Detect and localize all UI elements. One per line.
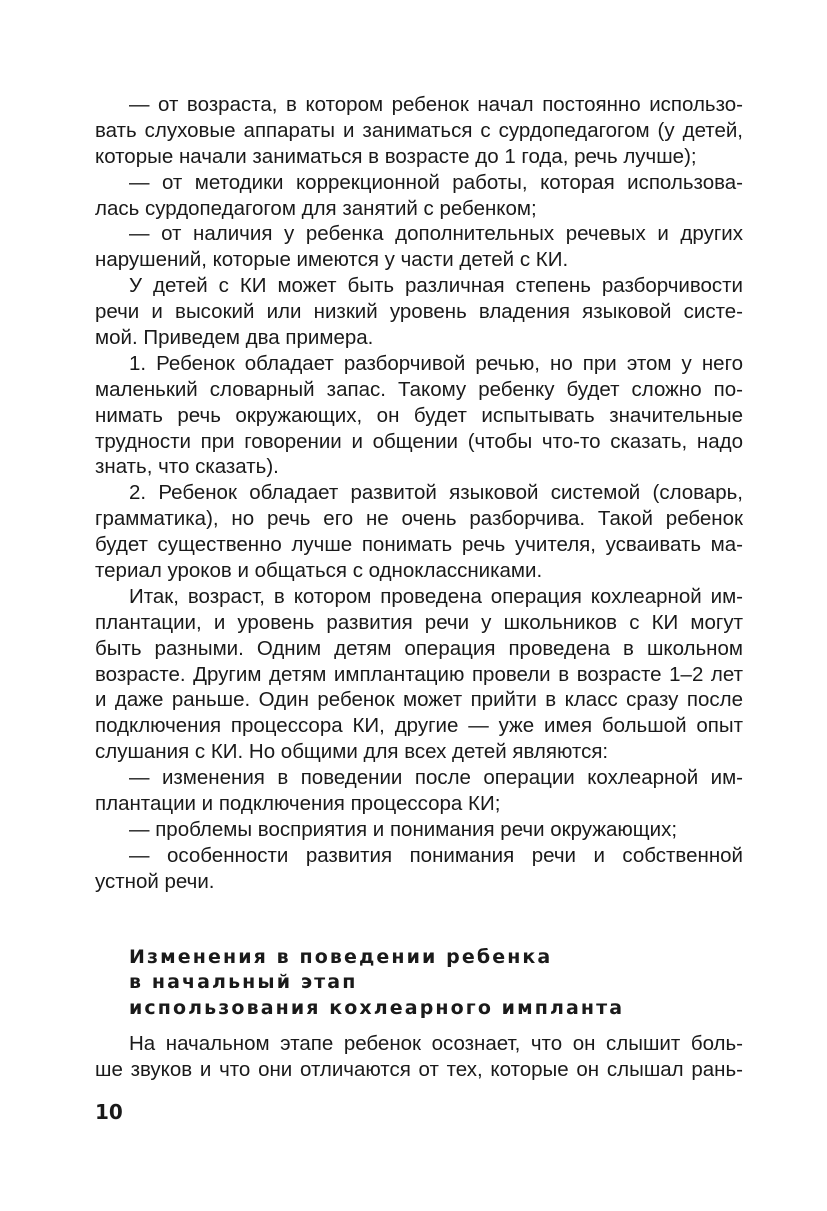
- text-line: ше звуков и что они отличаются от тех, которые он слышал рань-: [95, 1058, 743, 1081]
- text-line: трудности при говорении и общении (чтобы что-то сказать, надо: [95, 429, 743, 453]
- text-line: и даже раньше. Один ребенок может прийти в класс сразу после: [95, 688, 743, 712]
- text-line: подключения процессора КИ, другие — уже имея большой опыт: [95, 714, 743, 738]
- text-line: — от наличия у ребенка дополнительных речевых и других: [129, 222, 743, 246]
- text-line: которые начали заниматься в возрасте до 1 года, речь лучше);: [95, 144, 697, 168]
- section-heading-line: Изменения в поведении ребенка: [129, 945, 553, 968]
- text-line: плантации, и уровень развития речи у школьников с КИ могут: [95, 610, 743, 634]
- page-body: [95, 92, 743, 1083]
- text-line: У детей с КИ может быть различная степень разборчивости: [129, 274, 743, 298]
- page-number: 10: [95, 1100, 123, 1124]
- text-line: вать слуховые аппараты и заниматься с сурдопедагогом (у детей,: [95, 118, 743, 142]
- section-heading: [95, 945, 743, 1022]
- text-line: возрасте. Другим детям имплантацию провели в возрасте 1–2 лет: [95, 662, 743, 686]
- text-line: 2. Ребенок обладает развитой языковой системой (словарь,: [129, 481, 743, 505]
- text-line: териал уроков и общаться с одноклассниками.: [95, 559, 543, 583]
- section-heading-line: использования кохлеарного импланта: [129, 996, 625, 1019]
- text-line: — изменения в поведении после операции кохлеарной им-: [129, 766, 743, 790]
- text-line: На начальном этапе ребенок осознает, что он слышит боль-: [129, 1032, 743, 1056]
- text-line: мой. Приведем два примера.: [95, 326, 374, 350]
- text-line: быть разными. Одним детям операция проведена в школьном: [95, 636, 743, 660]
- text-line: знать, что сказать).: [95, 455, 279, 479]
- text-line: — от методики коррекционной работы, которая использова-: [129, 170, 743, 194]
- text-line: будет существенно лучше понимать речь учителя, усваивать ма-: [95, 533, 743, 557]
- text-line: Итак, возраст, в котором проведена операция кохлеарной им-: [129, 584, 743, 608]
- text-line: устной речи.: [95, 869, 215, 893]
- text-line: — особенности развития понимания речи и собственной: [129, 843, 743, 867]
- text-line: грамматика), но речь его не очень разборчива. Такой ребенок: [95, 507, 743, 531]
- text-line: 1. Ребенок обладает разборчивой речью, но при этом у него: [129, 351, 743, 375]
- text-line: маленький словарный запас. Такому ребенку будет сложно по-: [95, 377, 743, 401]
- text-line: — от возраста, в котором ребенок начал постоянно использо-: [129, 93, 743, 116]
- text-line: слушания с КИ. Но общими для всех детей являются:: [95, 740, 609, 764]
- text-line: нарушений, которые имеются у части детей с КИ.: [95, 248, 569, 272]
- text-line: речи и высокий или низкий уровень владения языковой систе-: [95, 300, 743, 324]
- section-heading-line: в начальный этап: [129, 971, 358, 994]
- text-line: лась сурдопедагогом для занятий с ребенком;: [95, 196, 537, 220]
- text-line: — проблемы восприятия и понимания речи окружающих;: [129, 817, 678, 841]
- text-line: плантации и подключения процессора КИ;: [95, 792, 501, 816]
- text-line: нимать речь окружающих, он будет испытывать значительные: [95, 403, 743, 427]
